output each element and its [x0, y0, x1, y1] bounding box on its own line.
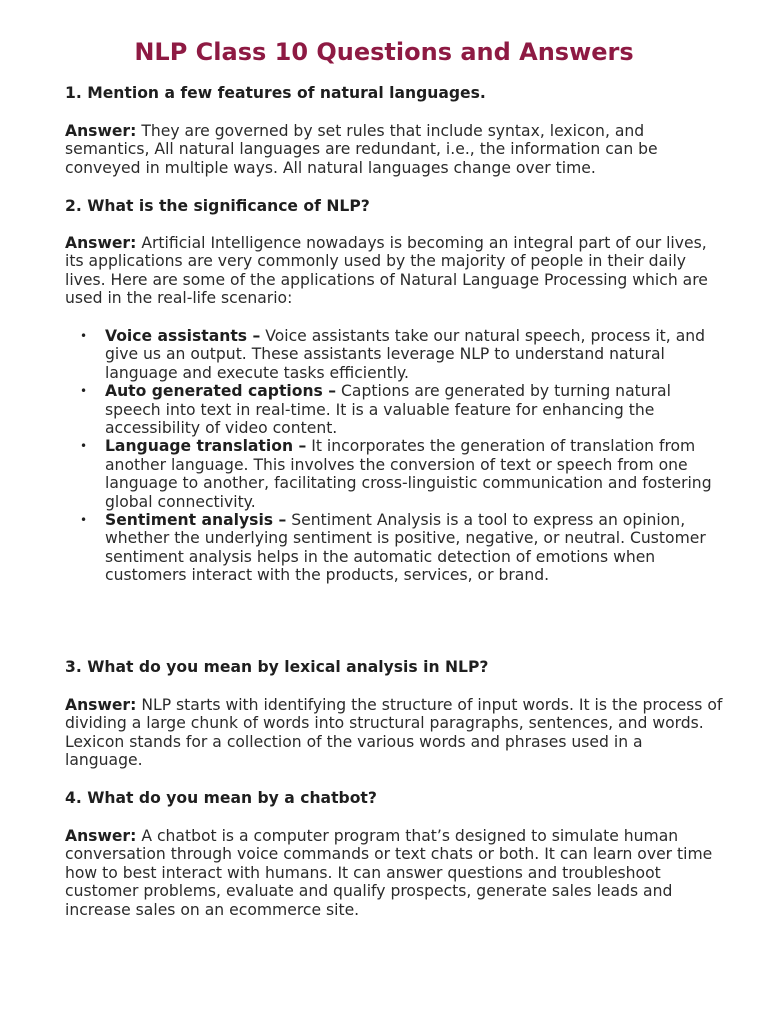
- bullet-icon: •: [80, 384, 88, 399]
- question-3: 3. What do you mean by lexical analysis in NLP?: [65, 658, 489, 676]
- answer-2-text: Artificial Intelligence nowadays is becoming an integral part of our lives, its applications are very commonly used by the majority of people in their daily lives. Here are some of the applications of Natural Language Processing which are used in the real-life scenario:: [65, 234, 708, 308]
- answer-2: [65, 234, 725, 308]
- question-2: 2. What is the significance of NLP?: [65, 197, 370, 215]
- question-4: 4. What do you mean by a chatbot?: [65, 789, 377, 807]
- bullet-text: It incorporates the generation of translation from another language. This involves the conversion of text or speech from one language to another, facilitating cross-linguistic communication and fostering global connectivity.: [105, 437, 712, 511]
- answer-3: [65, 696, 725, 770]
- bullet-term: Language translation –: [105, 437, 307, 456]
- applications-list: [80, 327, 725, 585]
- bullet-text: Voice assistants take our natural speech, process it, and give us an output. These assistants leverage NLP to understand natural language and execute tasks efficiently.: [105, 327, 706, 382]
- answer-4: [65, 827, 725, 919]
- bullet-text: Sentiment Analysis is a tool to express an opinion, whether the underlying sentiment is positive, negative, or neutral. Customer sentiment analysis helps in the automatic detection of emotions when customers interact with the products, services, or brand.: [105, 511, 706, 585]
- list-item: [80, 327, 725, 382]
- list-item: [80, 437, 725, 511]
- answer-1: [65, 122, 725, 177]
- answer-4-text: A chatbot is a computer program that’s designed to simulate human conversation through voice commands or text chats or both. It can learn over time how to best interact with humans. It can answer questions and troubleshoot customer problems, evaluate and qualify prospects, generate sales leads and increase sales on an ecommerce site.: [65, 827, 713, 919]
- list-item: [80, 511, 725, 585]
- page-title: NLP Class 10 Questions and Answers: [134, 38, 634, 66]
- answer-3-text: NLP starts with identifying the structure of input words. It is the process of dividing a large chunk of words into structural paragraphs, sentences, and words. Lexicon stands for a collection of the various words and phrases used in a language.: [65, 696, 723, 770]
- list-item: [80, 382, 725, 438]
- bullet-icon: •: [80, 513, 88, 528]
- bullet-icon: •: [80, 329, 88, 343]
- answer-label: Answer:: [65, 696, 137, 714]
- bullet-text: Captions are generated by turning natural speech into text in real-time. It is a valuable feature for enhancing the accessibility of video content.: [105, 382, 671, 438]
- bullet-term: Sentiment analysis –: [105, 511, 287, 530]
- bullet-term: Voice assistants –: [105, 327, 261, 345]
- question-1: 1. Mention a few features of natural languages.: [65, 84, 486, 102]
- answer-label: Answer:: [65, 122, 137, 140]
- bullet-icon: •: [80, 439, 88, 454]
- answer-1-text: They are governed by set rules that include syntax, lexicon, and semantics, All natural languages are redundant, i.e., the information can be conveyed in multiple ways. All natural languages change over time.: [65, 122, 658, 177]
- answer-label: Answer:: [65, 827, 137, 845]
- answer-label: Answer:: [65, 234, 137, 252]
- bullet-term: Auto generated captions –: [105, 382, 337, 401]
